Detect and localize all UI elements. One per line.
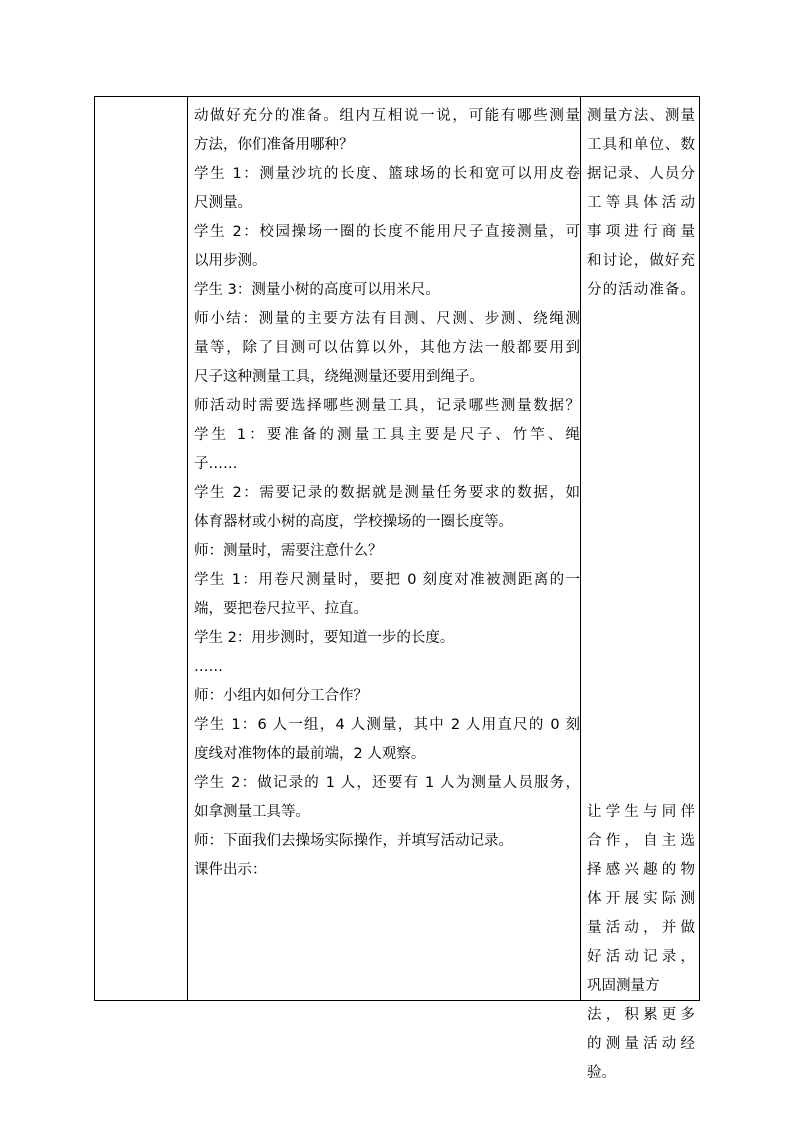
text-line: 度线对准物体的最前端，2 人观察。 <box>194 746 426 762</box>
design-intent-cell <box>587 102 695 1088</box>
text-line: 学生 1：要准备的测量工具主要是尺子、竹竿、绳 <box>194 427 580 443</box>
text-line: 师：下面我们去操场实际操作，并填写活动记录。 <box>194 833 513 849</box>
text-line: 子…… <box>194 456 238 472</box>
text-line: 方法，你们准备用哪种？ <box>194 137 354 153</box>
intent-line: 分的活动准备。 <box>587 282 695 298</box>
intent-line: 让学生与同伴 <box>587 804 695 820</box>
text-line: 学生 2：校园操场一圈的长度不能用尺子直接测量，可 <box>194 224 580 240</box>
intent-line: 工具和单位、数 <box>587 137 695 153</box>
text-line: 师小结：测量的主要方法有目测、尺测、步测、绕绳测 <box>194 311 580 327</box>
intent-line: 据记录、人员分 <box>587 166 695 182</box>
intent-line: 验。 <box>587 1065 616 1081</box>
text-line: 学生 2：做记录的 1 人，还要有 1 人为测量人员服务， <box>194 775 580 791</box>
text-line: 学生 3：测量小树的高度可以用米尺。 <box>194 282 440 298</box>
column-divider-right <box>580 97 581 1000</box>
intent-line: 合作，自主选 <box>587 833 695 849</box>
text-line: 学生 2：需要记录的数据就是测量任务要求的数据，如 <box>194 485 580 501</box>
teaching-process-cell <box>194 102 580 885</box>
intent-line: 法，积累更多 <box>587 1007 695 1023</box>
text-line: 课件出示： <box>194 862 267 878</box>
text-line: 以用步测。 <box>194 253 267 269</box>
intent-line: 工等具体活动 <box>587 195 695 211</box>
intent-line: 择感兴趣的物 <box>587 862 695 878</box>
intent-line: 好活动记录， <box>587 949 695 965</box>
text-line: 师：测量时，需要注意什么？ <box>194 543 383 559</box>
text-line: 如拿测量工具等。 <box>194 804 310 820</box>
lesson-table <box>94 96 700 1081</box>
intent-line: 测量方法、测量 <box>587 108 695 124</box>
text-line: 学生 1：用卷尺测量时，要把 0 刻度对准被测距离的一 <box>194 572 580 588</box>
intent-line: 量活动，并做 <box>587 920 695 936</box>
intent-line: 的测量活动经 <box>587 1036 695 1052</box>
text-line: 量等，除了目测可以估算以外，其他方法一般都要用到 <box>194 340 580 356</box>
text-line: 端，要把卷尺拉平、拉直。 <box>194 601 368 617</box>
intent-line: 和讨论，做好充 <box>587 253 695 269</box>
text-line: 尺子这种测量工具，绕绳测量还要用到绳子。 <box>194 369 484 385</box>
text-line: 师活动时需要选择哪些测量工具，记录哪些测量数据？ <box>194 398 580 414</box>
text-line: 学生 2：用步测时，要知道一步的长度。 <box>194 630 455 646</box>
text-line: 师：小组内如何分工合作？ <box>194 688 368 704</box>
intent-line: 巩固测量方 <box>587 978 660 994</box>
text-line: 学生 1：6 人一组，4 人测量，其中 2 人用直尺的 0 刻 <box>194 717 580 733</box>
text-line: …… <box>194 659 223 675</box>
text-line: 体育器材或小树的高度，学校操场的一圈长度等。 <box>194 514 513 530</box>
intent-line: 事项进行商量 <box>587 224 695 240</box>
intent-line: 体开展实际测 <box>587 891 695 907</box>
column-divider-left <box>187 97 188 1000</box>
text-line: 尺测量。 <box>194 195 252 211</box>
text-line: 动做好充分的准备。组内互相说一说，可能有哪些测量 <box>194 108 580 124</box>
text-line: 学生 1：测量沙坑的长度、篮球场的长和宽可以用皮卷 <box>194 166 580 182</box>
